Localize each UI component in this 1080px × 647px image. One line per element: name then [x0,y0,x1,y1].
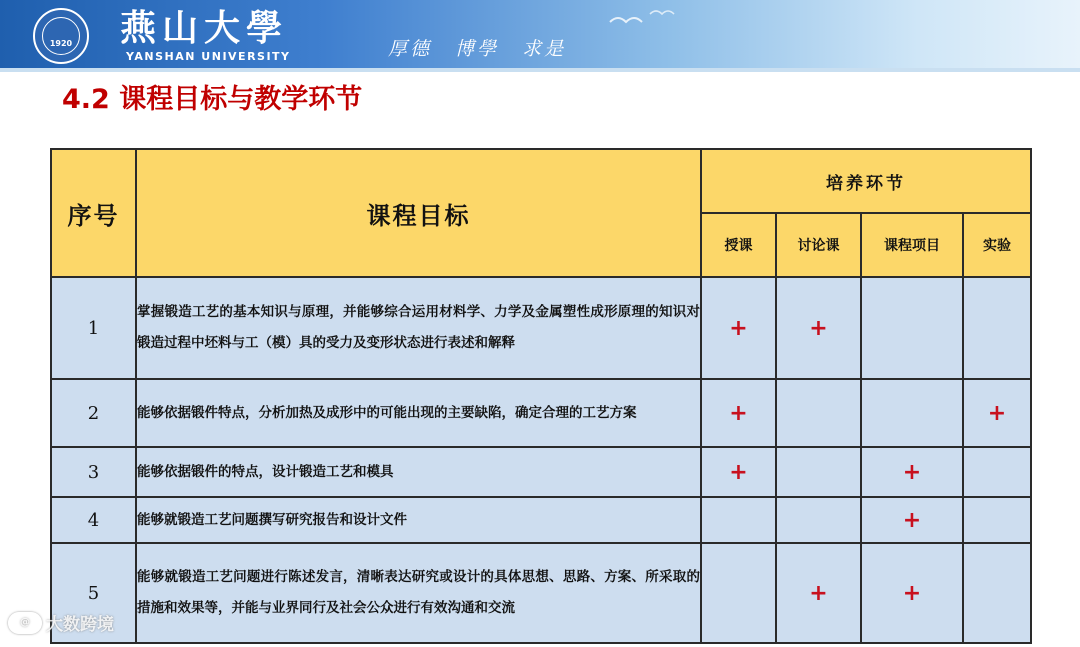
seal-year: 1920 [49,38,73,48]
banner-bottom-strip [0,68,1080,72]
row-index: 4 [51,497,136,543]
university-motto: 厚德 博學 求是 [388,38,567,60]
mark-lecture: + [701,277,776,379]
mark-course-project: + [861,543,963,643]
university-name-cn: 燕山大學 [120,7,289,49]
table-row [51,277,1031,379]
mark-lecture [701,543,776,643]
row-index: 2 [51,379,136,447]
row-goal: 能够依据锻件特点，分析加热及成形中的可能出现的主要缺陷，确定合理的工艺方案 [136,379,701,447]
mark-course-project: + [861,497,963,543]
row-goal: 能够就锻造工艺问题进行陈述发言，清晰表达研究或设计的具体思想、思路、方案、所采取的措施和效果等，并能与业界同行及社会公众进行有效沟通和交流 [136,543,701,643]
section-title: 4.2 课程目标与教学环节 [62,84,363,115]
table-row [51,447,1031,497]
watermark-logo-icon: @ [8,612,42,634]
birds-decoration-icon [600,2,690,42]
mark-discussion: + [776,543,861,643]
university-name-en: YANSHAN UNIVERSITY [126,50,291,63]
header-lecture: 授课 [701,213,776,277]
header-experiment: 实验 [963,213,1031,277]
watermark-text: 大数跨境 [46,615,114,635]
mark-course-project [861,277,963,379]
mark-experiment [963,447,1031,497]
row-goal: 掌握锻造工艺的基本知识与原理，并能够综合运用材料学、力学及金属塑性成形原理的知识对锻造过程中坯料与工（模）具的受力及变形状态进行表述和解释 [136,277,701,379]
course-goals-table [50,148,1032,644]
mark-experiment: + [963,379,1031,447]
header-discussion: 讨论课 [776,213,861,277]
row-goal: 能够依据锻件的特点，设计锻造工艺和模具 [136,447,701,497]
mark-lecture: + [701,379,776,447]
header-training-links: 培养环节 [701,149,1031,213]
university-seal-icon [33,8,89,64]
table-row [51,543,1031,643]
row-goal: 能够就锻造工艺问题撰写研究报告和设计文件 [136,497,701,543]
table-row [51,379,1031,447]
table-row [51,497,1031,543]
watermark [8,610,114,635]
mark-discussion [776,497,861,543]
mark-discussion [776,447,861,497]
mark-discussion [776,379,861,447]
mark-discussion: + [776,277,861,379]
mark-course-project [861,379,963,447]
mark-lecture: + [701,447,776,497]
mark-experiment [963,277,1031,379]
row-index: 5 [51,543,136,643]
mark-experiment [963,543,1031,643]
header-index: 序号 [51,149,136,277]
mark-experiment [963,497,1031,543]
header-course-project: 课程项目 [861,213,963,277]
row-index: 1 [51,277,136,379]
university-banner [0,0,1080,72]
seal-inner-ring [42,17,80,55]
mark-lecture [701,497,776,543]
header-goal: 课程目标 [136,149,701,277]
row-index: 3 [51,447,136,497]
mark-course-project: + [861,447,963,497]
